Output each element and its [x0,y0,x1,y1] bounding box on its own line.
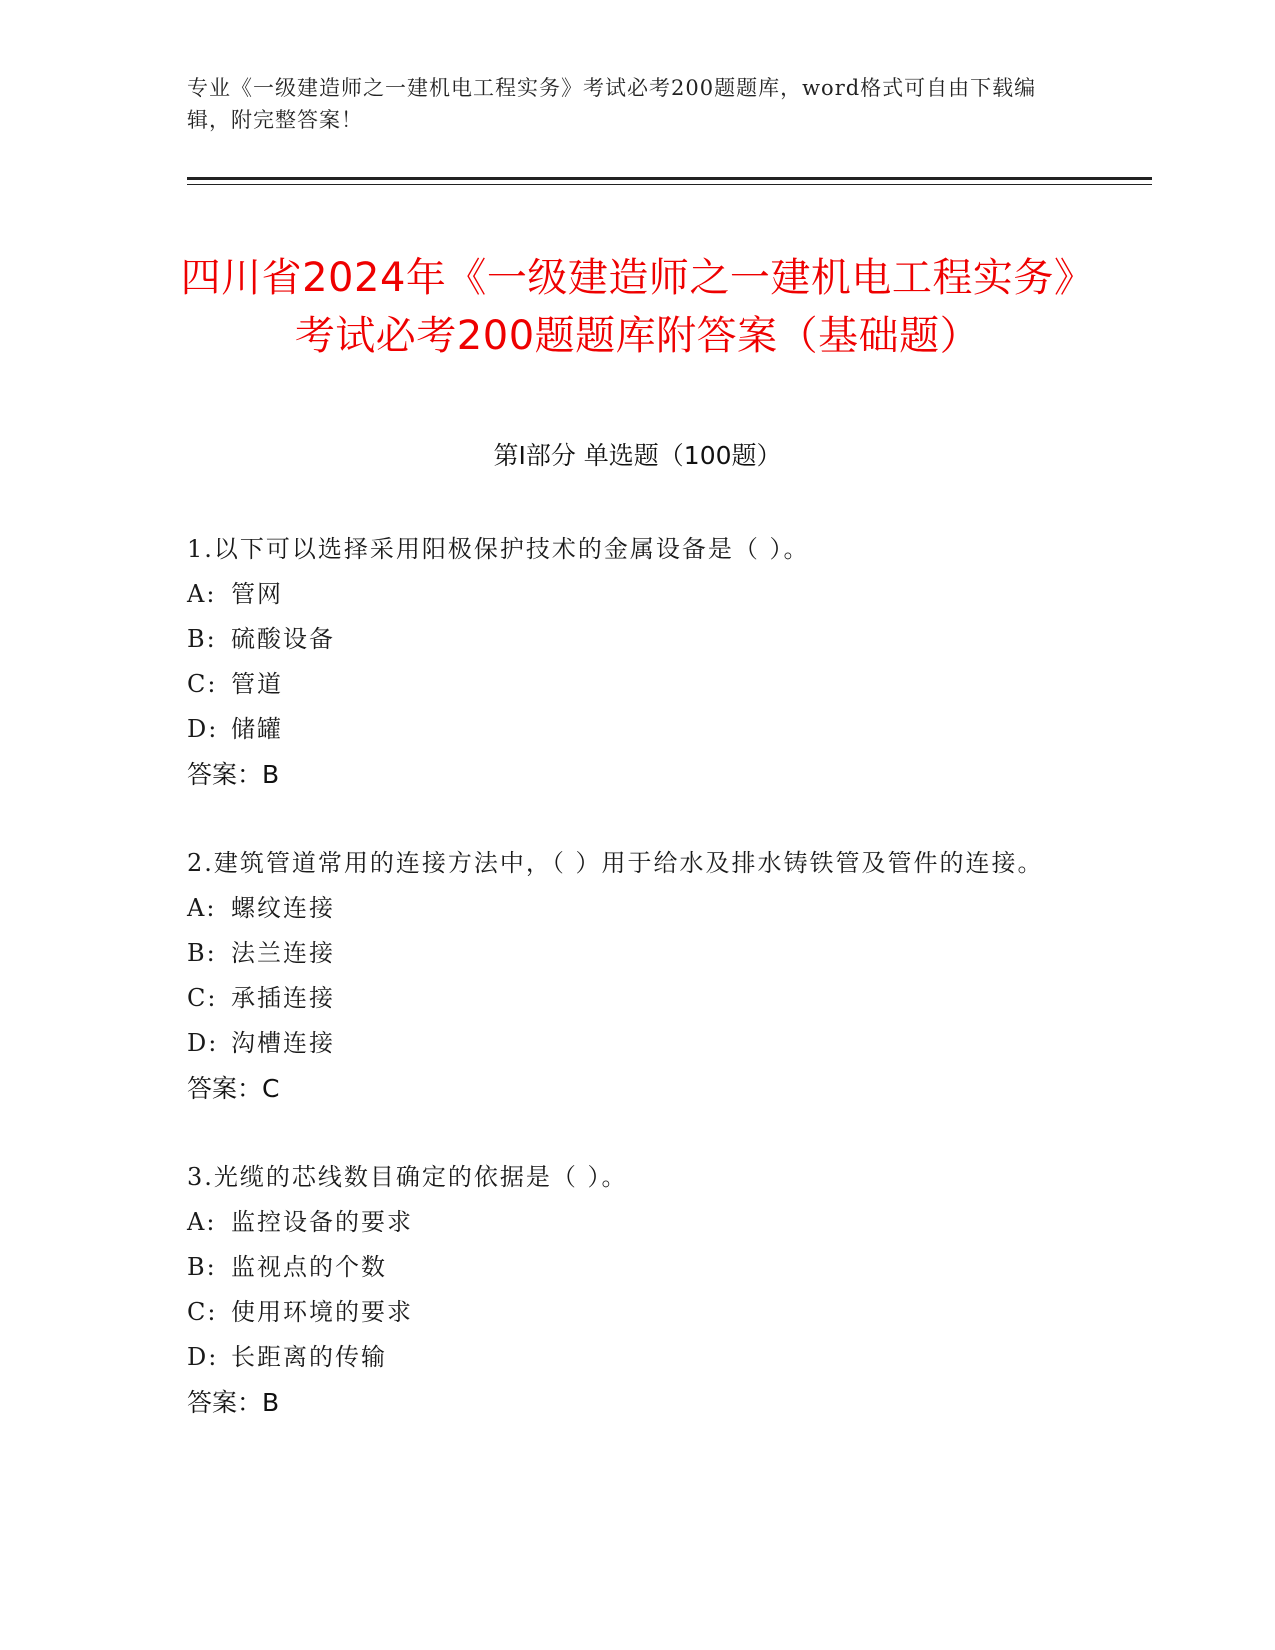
question-1 [187,527,1067,797]
option-letter: C: [187,670,218,698]
header-note: 专业《一级建造师之一建机电工程实务》考试必考200题题库，word格式可自由下载编辑，附完整答案！ [187,76,1037,132]
option-text: 螺纹连接 [231,894,335,922]
answer: 答案：B [187,1388,280,1417]
option-text: 长距离的传输 [231,1343,387,1371]
option-letter: D: [187,715,219,743]
question-text: 3.光缆的芯线数目确定的依据是（ ）。 [187,1163,628,1191]
option-letter: C: [187,1298,218,1326]
option-letter: C: [187,984,218,1012]
option-text: 使用环境的要求 [231,1298,413,1326]
option-letter: A: [187,894,217,922]
question-2 [187,841,1067,1111]
option-letter: A: [187,1208,217,1236]
option-text: 硫酸设备 [231,625,335,653]
option-a [187,572,1067,617]
option-text: 管网 [231,580,283,608]
option-b [187,1245,1067,1290]
option-c [187,976,1067,1021]
option-text: 法兰连接 [231,939,335,967]
option-a [187,886,1067,931]
question-3 [187,1155,1067,1425]
option-b [187,931,1067,976]
answer: 答案：C [187,1074,280,1103]
option-letter: A: [187,580,217,608]
option-d [187,1335,1067,1380]
option-a [187,1200,1067,1245]
option-text: 管道 [231,670,283,698]
option-text: 监控设备的要求 [231,1208,413,1236]
question-list [187,527,1067,1469]
option-letter: B: [187,625,217,653]
question-text: 1.以下可以选择采用阳极保护技术的金属设备是（ ）。 [187,535,810,563]
section-title: 第I部分 单选题（100题） [493,441,782,470]
option-letter: D: [187,1029,219,1057]
option-letter: B: [187,939,217,967]
header-rule-thick [187,177,1152,180]
option-text: 承插连接 [231,984,335,1012]
option-b [187,617,1067,662]
option-text: 沟槽连接 [231,1029,335,1057]
option-d [187,707,1067,752]
question-text: 2.建筑管道常用的连接方法中，（ ）用于给水及排水铸铁管及管件的连接。 [187,849,1044,877]
document-title: 四川省2024年《一级建造师之一建机电工程实务》考试必考200题题库附答案（基础题） [180,254,1095,359]
answer: 答案：B [187,760,280,789]
option-c [187,662,1067,707]
option-text: 监视点的个数 [231,1253,387,1281]
option-c [187,1290,1067,1335]
option-d [187,1021,1067,1066]
header-rule-thin [187,184,1152,185]
option-letter: B: [187,1253,217,1281]
option-text: 储罐 [231,715,283,743]
option-letter: D: [187,1343,219,1371]
